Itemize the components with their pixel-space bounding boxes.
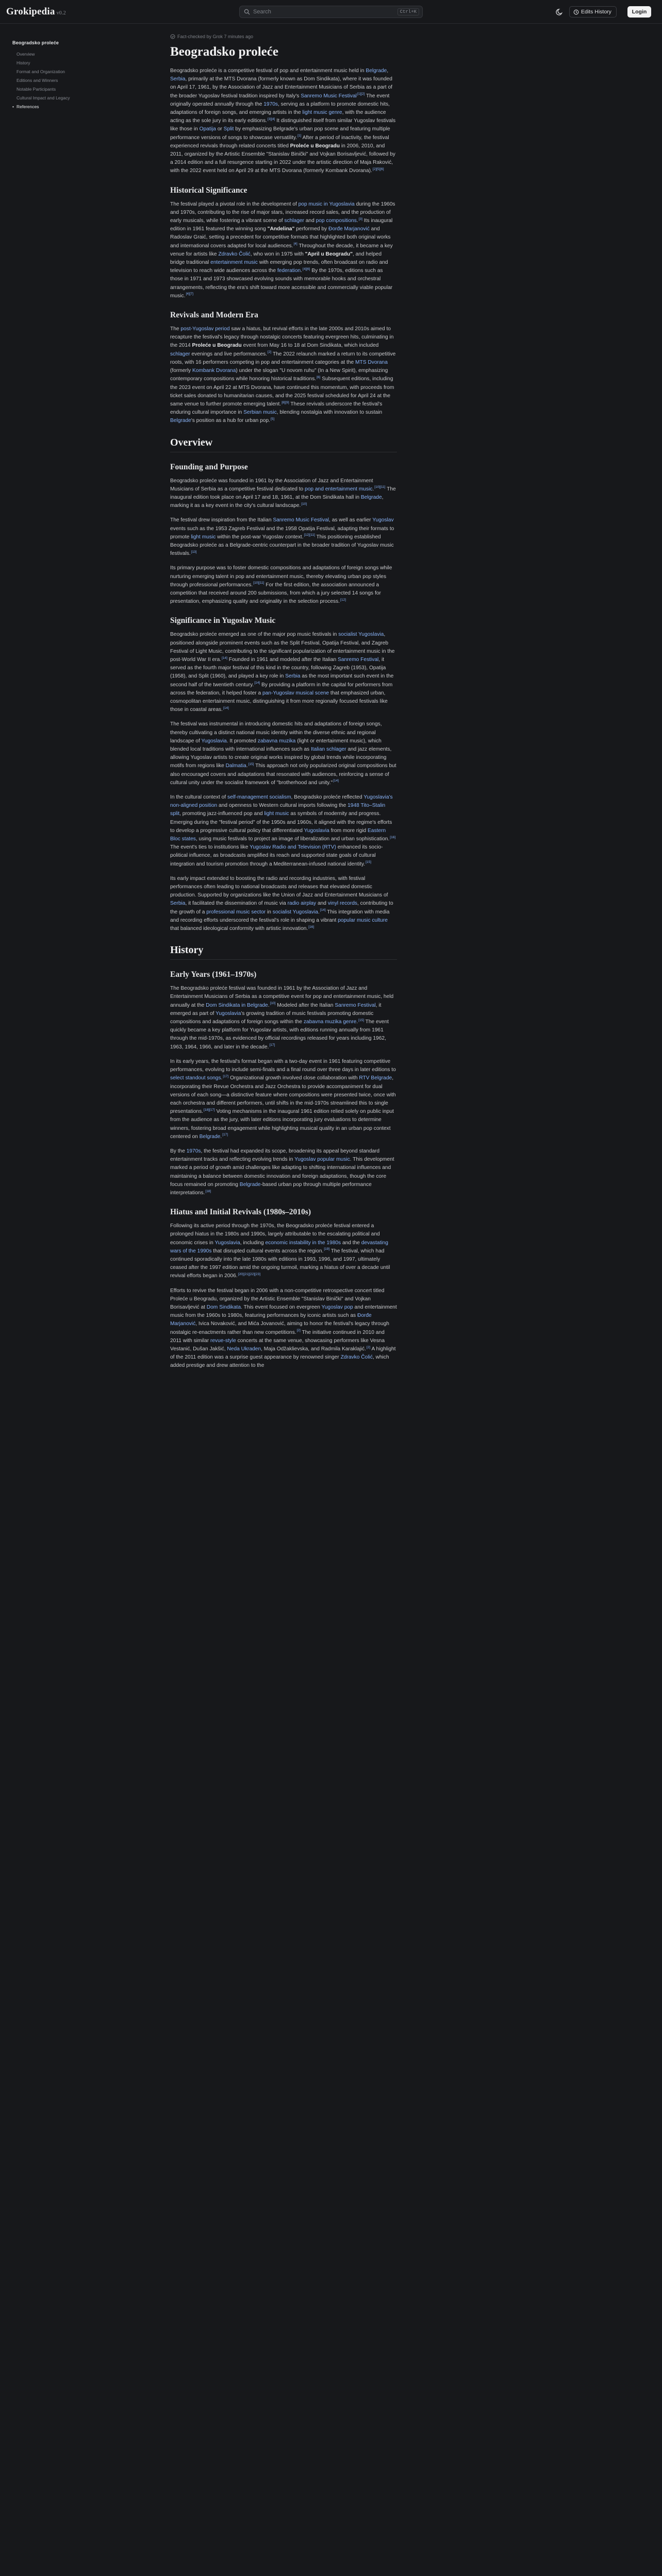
text-run: The — [170, 326, 181, 332]
text-run: as the most important such event in the second half of the twentieth century. — [170, 673, 394, 688]
reference-link[interactable]: [4] — [293, 242, 297, 246]
text-run: within the post-war Yugoslav context. — [216, 534, 304, 540]
paragraph — [170, 720, 397, 787]
text-run: in — [266, 909, 273, 915]
toc-item-cultural-impact-and-legacy[interactable]: Cultural Impact and Legacy — [16, 95, 70, 100]
paragraph — [170, 1147, 397, 1197]
text-run: , including — [240, 1240, 266, 1246]
reference-link[interactable]: [14] — [333, 779, 339, 783]
reference-link[interactable]: [15] — [358, 1018, 365, 1022]
reference-link[interactable]: [5] — [270, 417, 275, 421]
reference-link[interactable]: [6] — [317, 375, 321, 379]
text-run: , Maja Odžaklievska, and Radmila Karaklajić. — [261, 1346, 366, 1352]
wiki-link[interactable]: radio airplay — [287, 901, 317, 907]
text-run: and openness to Western cultural imports following the — [217, 803, 348, 809]
reference-link[interactable]: [15] — [248, 762, 254, 767]
paragraph — [170, 516, 397, 558]
toc-item-history[interactable]: History — [16, 60, 30, 65]
reference-link[interactable]: [14] — [254, 681, 260, 685]
text-run: Founded in 1961 and modeled after the Italian — [227, 656, 338, 663]
wiki-link[interactable]: Sanremo Festival — [335, 1002, 376, 1008]
logo-text: Grokipedia — [6, 6, 55, 17]
text-run: and — [304, 218, 316, 224]
text-run: and jazz elements, allowing Yugoslav artists to create original works inspired by global trends while incorporating motifs from regions like — [170, 747, 392, 769]
wiki-link[interactable]: Dom Sindikata — [206, 1304, 241, 1310]
text-run: , — [387, 68, 389, 74]
text-run: , using music festivals to project an image of liberalization and urban sophistication. — [195, 836, 390, 842]
reference-link[interactable]: [14] — [320, 908, 326, 912]
text-run: Beogradsko proleće was founded in 1961 by the Association of Jazz and Entertainment Musicians of Serbia as a competitive festival dedicated to — [170, 478, 373, 492]
reference-link[interactable]: [10][11] — [374, 485, 386, 489]
text-run: The initiative continued in 2010 and 2011 with similar — [170, 1329, 385, 1344]
text-run: , with the audience acting as the sole jury in its early editions. — [170, 110, 386, 124]
search-input[interactable] — [239, 6, 423, 18]
reference-link[interactable]: [16] — [308, 925, 315, 929]
text-run: -based urban pop through multiple performance interpretations. — [170, 1181, 372, 1196]
wiki-link[interactable]: Neda Ukraden — [227, 1346, 261, 1352]
reference-link[interactable]: [19] — [324, 1247, 330, 1251]
search-shortcut: Ctrl+K — [398, 8, 419, 15]
section-heading: Founding and Purpose — [170, 462, 248, 471]
wiki-link[interactable]: entertainment music — [210, 260, 258, 266]
table-of-contents — [12, 40, 115, 111]
text-run: Organizational growth involved close collaboration with — [228, 1075, 359, 1081]
toc-item-format-and-organization[interactable]: Format and Organization — [16, 69, 65, 74]
paragraph — [170, 793, 397, 869]
wiki-link[interactable]: self-management socialism — [227, 794, 291, 801]
wiki-link[interactable]: Dalmatia — [225, 763, 246, 769]
paragraph — [170, 67, 397, 176]
text-run: , serving as a platform to promote domestic hits, adaptations of foreign songs, and emerging artists in the — [170, 101, 390, 116]
text-run: (light or entertainment music), which blended local traditions with international influences such as — [170, 738, 382, 752]
wiki-link[interactable]: Yugoslavia — [214, 1240, 240, 1246]
text-run: In the cultural context of — [170, 794, 227, 801]
wiki-link[interactable]: Yugoslavia — [216, 1010, 241, 1016]
text-run: . — [356, 1019, 358, 1025]
text-run: The event's ties to institutions like — [170, 844, 250, 851]
section-heading: Revivals and Modern Era — [170, 311, 258, 320]
text-run: concerts at the same venue, showcasing performers like Vesna Vestanić, Dušan Jakšić, — [170, 1337, 385, 1352]
text-run: Efforts to revive the festival began in 2006 with a non-competitive retrospective concert titled Proleće u Beogradu, organized by the Artistic Ensemble "Stanislav Binički" and Vojkan Borisavljević at — [170, 1287, 385, 1310]
wiki-link[interactable]: Belgrade — [170, 418, 191, 424]
text-run: Beogradsko proleće emerged as one of the major pop music festivals in — [170, 632, 339, 638]
text-run: . — [318, 909, 320, 915]
text-run: The event quickly became a key platform for Yugoslav artists, with editions running annually from 1961 through the mid-1970s, as evidenced by official recordings released for years including 1962, 1963, 1964, 1966, and later in the decade. — [170, 1019, 389, 1050]
text-run: Voting mechanisms in the inaugural 1961 edition relied solely on public input from the audience as the jury, with later editions incorporating jury evaluations to determine winners, fostering broad engagement while highlighting musical quality in an urban pop context centered on — [170, 1109, 394, 1140]
text-run: , marking it as a key event in the city's cultural landscape. — [170, 494, 384, 509]
text-run: Modeled after the Italian — [275, 1002, 335, 1008]
wiki-link[interactable]: Sanremo Music Festival — [301, 93, 357, 99]
text-run: that emphasized urban, cosmopolitan entertainment music, distinguishing it from more regionally focused festivals like those in coastal areas. — [170, 690, 388, 713]
text-run: The inaugural edition took place on April 17 and 18, 1961, at the Dom Sindikata hall in — [170, 486, 396, 500]
wiki-link[interactable]: pan-Yugoslav musical scene — [262, 690, 329, 696]
reference-link[interactable]: [10] — [270, 1002, 276, 1006]
paragraph — [170, 985, 397, 1052]
wiki-link[interactable]: Serbian music — [243, 410, 277, 416]
text-run: , promoting jazz-influenced pop and — [179, 811, 264, 817]
article-title: Beogradsko proleće — [170, 45, 278, 59]
text-run: 's growing tradition of music festivals promoting domestic compositions and adaptations of foreign songs within the — [170, 1010, 374, 1025]
login-button[interactable]: Login — [627, 6, 651, 18]
text-run: Its early impact extended to boosting the radio and recording industries, with festival performances often leading to national broadcasts and releases that elevated domestic production. Supported by organizations like the Union of Jazz and Entertainment Musicians of — [170, 875, 388, 899]
reference-link[interactable]: [3] — [358, 217, 362, 221]
bold-text: Proleće u Beogradu — [192, 343, 242, 349]
wiki-link[interactable]: Sanremo Music Festival — [273, 517, 329, 523]
text-run: The festival played a pivotal role in the development of — [170, 201, 299, 207]
text-run: , positioned alongside prominent events such as the Split Festival, Opatija Festival, and Zagreb Festival of Light Music, contributing to the significant popularization of entertainment music in the post-World War II era. — [170, 632, 395, 663]
text-run: (formerly — [170, 368, 193, 374]
text-run: Its primary purpose was to foster domestic compositions and adaptations of foreign songs while nurturing emerging talent in pop and entertainment music, thereby elevating urban pop styles through professional performances. — [170, 565, 392, 588]
text-run: . This development marked a period of growth amid challenges like adapting to shifting international influences and maintaining a balance between domestic innovation and foreign adaptations, though the core focus remained on promoting — [170, 1157, 394, 1188]
wiki-link[interactable]: Serbia — [285, 673, 301, 680]
text-run: in 2006, 2010, and 2011, organized by the Artistic Ensemble "Stanislav Binički" and Vojkan Borisavljević, followed by a 2014 edition and a full resurgence starting in 2022 under the artistic direction of Maja Raković, with the 2022 event held on April 29 at the MTS Dvorana (formerly Kombank Dvorana). — [170, 143, 395, 174]
site-logo[interactable] — [6, 6, 66, 18]
reference-link[interactable]: [12][11] — [304, 533, 315, 537]
text-run: The festival was instrumental in introducing domestic hits and adaptations of foreign songs, thereby cultivating a distinct national music identity within the diverse ethnic and regional landscape of — [170, 721, 382, 744]
text-run: or — [216, 126, 224, 132]
reference-link[interactable]: [2] — [296, 1329, 301, 1333]
reference-link[interactable]: [18] — [205, 1189, 211, 1193]
reference-link[interactable]: [10] — [301, 502, 307, 506]
toc-item-overview[interactable]: Overview — [16, 52, 35, 57]
wiki-link[interactable]: RTV Belgrade — [359, 1075, 392, 1081]
reference-link[interactable]: [18][17] — [204, 1108, 215, 1112]
toc-item-notable-participants[interactable]: Notable Participants — [16, 87, 56, 92]
reference-link[interactable]: [16] — [390, 835, 396, 839]
text-run: Subsequent editions, including the 2023 event on April 22 at MTS Dvorana, have continued this momentum, with proceeds from ticket sales donated to humanitarian causes, and the 2025 festival scheduled for April 24 at the same venue to further promote emerging talent. — [170, 376, 394, 407]
fact-check-icon — [170, 34, 175, 39]
wiki-link[interactable]: Yugoslav popular music — [294, 1157, 350, 1163]
section-heading: Early Years (1961–1970s) — [170, 970, 257, 979]
text-run: The festival, which had continued sporadically into the late 1980s with editions in 1993, 1996, and 1997, ultimately ceased after the 1997 edition amid the ongoing turmoil, marking a hiatus of over a decade until revival efforts began in 2006. — [170, 1248, 390, 1279]
wiki-link[interactable]: Split — [223, 126, 234, 132]
fact-check-text: Fact-checked by Grok 7 minutes ago — [177, 34, 254, 39]
wiki-link[interactable]: revue-style — [210, 1337, 236, 1344]
text-run: Beogradsko proleće is a competitive festival of pop and entertainment music held in — [170, 68, 366, 74]
toc-item-references[interactable]: • References — [12, 103, 115, 111]
toc-title: Beogradsko proleće — [12, 40, 59, 45]
text-run: during the 1960s and 1970s, contributing to the rise of major stars, increased record sales, and the production of early musicals, while fostering a vibrant scene of — [170, 201, 395, 224]
wiki-link[interactable]: zabavna muzika genre — [303, 1019, 357, 1025]
text-run: . — [268, 1002, 270, 1008]
wiki-link[interactable]: pop and entertainment music — [305, 486, 373, 492]
text-run: Its inaugural edition in 1961 featured the winning song — [170, 218, 393, 232]
text-run: Throughout the decade, it became a key venue for artists like — [170, 243, 393, 257]
reference-link[interactable]: [17] — [269, 1043, 275, 1047]
text-run: By the — [170, 1148, 187, 1154]
paragraph — [170, 564, 397, 606]
text-run: . This event focused on evergreen — [241, 1304, 322, 1310]
text-run: . — [372, 486, 374, 492]
text-run: The Beogradsko proleće festival was founded in 1961 by the Association of Jazz and Entertainment Musicians of Serbia as a competitive event for pop and entertainment music, held annually at the — [170, 986, 394, 1008]
wiki-link[interactable]: Belgrade — [366, 68, 387, 74]
text-run: and — [316, 901, 328, 907]
wiki-link[interactable]: Eastern Bloc states — [170, 827, 386, 842]
wiki-link[interactable]: pop music in Yugoslavia — [298, 201, 355, 207]
reference-link[interactable]: [4][7] — [186, 292, 193, 296]
text-run: . — [356, 218, 358, 224]
reference-link[interactable]: [13] — [191, 550, 197, 554]
reference-link[interactable]: [2] — [366, 1345, 371, 1349]
text-run: The festival drew inspiration from the Italian — [170, 517, 273, 523]
text-run: events such as the 1953 Zagreb Festival and the 1958 Opatija Festival, adapting their formats to promote — [170, 526, 394, 540]
version-label: v0.2 — [56, 10, 66, 16]
article-content — [170, 67, 397, 1370]
wiki-link[interactable]: Italian schlager — [310, 747, 346, 752]
top-header — [0, 0, 662, 24]
text-run: . — [221, 1075, 223, 1081]
wiki-link[interactable]: Zdravko Čolić — [218, 251, 251, 257]
wiki-link[interactable]: devastating wars of the 1990s — [170, 1240, 388, 1254]
text-run: , it emerged as part of — [170, 1002, 382, 1016]
wiki-link[interactable]: select standout songs — [170, 1075, 221, 1081]
text-run: enhanced its socio-political influence, as broadcasts amplified its reach and supported state goals of cultural integration and tourism promotion through a Mediterranean-infused national identity. — [170, 844, 383, 867]
text-run: By providing a platform in the capital for performers from across the federation, it helped foster a — [170, 682, 393, 696]
text-run: and Radoslav Graić, setting a precedent for competitive formats that highlighted both original works and international covers adapted for local audiences. — [170, 226, 391, 249]
text-run: and the — [341, 1240, 361, 1246]
text-run: For the first edition, the association announced a competition that received around 200 submissions, from which a jury selected 14 songs for presentation, emphasizing quality and originality in the selection process. — [170, 582, 381, 605]
wiki-link[interactable]: Yugoslavia's non-aligned position — [170, 794, 393, 809]
paragraph — [170, 1058, 397, 1141]
reference-link[interactable]: [1][2] — [357, 92, 365, 96]
text-run: , it facilitated the dissemination of music via — [185, 901, 288, 907]
wiki-link[interactable]: 1970s — [186, 1148, 201, 1154]
bold-text: "April u Beogradu" — [305, 251, 353, 257]
reference-link[interactable]: [1] — [297, 134, 302, 138]
search-icon — [244, 9, 250, 15]
wiki-link[interactable]: schlager — [170, 351, 190, 357]
text-run: . It promoted — [226, 738, 258, 744]
text-run: as symbols of modernity and progress. Emerging during the "festival period" of the 1950s and 1960s, it aligned with the regime's efforts to develop a progressive cultural policy that differentiated — [170, 811, 392, 834]
text-run: by emphasizing Belgrade's urban pop scene and featuring multiple performance versions of songs to showcase versatility. — [170, 126, 390, 141]
text-run: . — [246, 763, 248, 769]
text-run: It distinguished itself from similar Yugoslav festivals like those in — [170, 118, 396, 132]
wiki-link[interactable]: 1948 Tito–Stalin split — [170, 803, 386, 817]
wiki-link[interactable]: popular music culture — [338, 917, 388, 923]
edits-history-label: Edits History — [581, 9, 611, 15]
reference-link[interactable]: [17] — [222, 1133, 228, 1137]
text-run: In its early years, the festival's format began with a two-day event in 1961 featuring competitive performances, evolving to include semi-finals and a final round over three days in later editions to — [170, 1058, 396, 1073]
paragraph — [170, 1222, 397, 1280]
text-run: This approach not only popularized original compositions but also encouraged covers and adaptations that resonated with audiences, reinforcing a sense of cultural unity under the socialist framework of "brotherhood and unity." — [170, 763, 396, 786]
text-run: These revivals underscore the festival's enduring cultural importance in — [170, 401, 383, 416]
text-run: , Beogradsko proleće reflected — [291, 794, 364, 801]
text-run: , primarily at the MTS Dvorana (formerly known as Dom Sindikata), where it was founded on April 17, 1961, by the Association of Jazz and Entertainment Musicians of Serbia as a part of the broader Yugoslav festival tradition inspired by Italy's — [170, 76, 392, 99]
reference-link[interactable]: [10][11] — [253, 581, 264, 585]
article-body — [170, 34, 397, 1377]
wiki-link[interactable]: Yugoslav pop — [321, 1304, 353, 1310]
wiki-link[interactable]: Kombank Dvorana — [192, 368, 236, 374]
text-run: , and helped bridge traditional — [170, 251, 382, 266]
wiki-link[interactable]: Serbia — [170, 76, 186, 82]
theme-toggle-moon-icon[interactable] — [555, 7, 565, 17]
text-run: from more rigid — [329, 827, 368, 834]
toc-item-editions-and-winners[interactable]: Editions and Winners — [16, 78, 58, 83]
reference-link[interactable]: [2] — [268, 350, 272, 354]
paragraph — [170, 477, 397, 511]
text-run: evenings and live performances. — [190, 351, 268, 357]
paragraph — [170, 875, 397, 933]
wiki-link[interactable]: Zdravko Čolić — [340, 1354, 373, 1361]
wiki-link[interactable]: Belgrade — [360, 494, 382, 500]
reference-link[interactable]: [15] — [366, 860, 371, 865]
wiki-link[interactable]: light music genre — [302, 110, 342, 116]
text-run: This positioning established Beogradsko proleće as a Belgrade-centric counterpart in the broader tradition of Yugoslav music festivals. — [170, 534, 394, 557]
reference-link[interactable]: [4][6] — [303, 267, 310, 271]
reference-link[interactable]: [3][4] — [268, 117, 275, 121]
reference-link[interactable]: [14] — [223, 706, 229, 710]
wiki-link[interactable]: federation — [277, 268, 301, 274]
text-run: . — [301, 268, 302, 274]
edits-history-button[interactable] — [569, 6, 617, 18]
fact-check-meta — [170, 34, 397, 39]
wiki-link[interactable]: Serbia — [170, 901, 186, 907]
wiki-link[interactable]: Dom Sindikata in Belgrade — [206, 1002, 268, 1008]
paragraph — [170, 325, 397, 425]
text-run: that balanced ideological conformity with artistic innovation. — [170, 926, 308, 932]
wiki-link[interactable]: Belgrade — [199, 1133, 221, 1140]
wiki-link[interactable]: Yugoslav Radio and Television (RTV) — [250, 844, 336, 851]
wiki-link[interactable]: socialist Yugoslavia — [338, 632, 384, 638]
text-run: This integration with media and recording efforts underscored the festival's role in shaping a vibrant — [170, 909, 390, 923]
wiki-link[interactable]: light music — [191, 534, 216, 540]
section-heading: History — [170, 944, 397, 960]
paragraph — [170, 1287, 397, 1370]
paragraph — [170, 200, 397, 300]
paragraph — [170, 631, 397, 714]
text-run: A highlight of the 2011 edition was a surprise guest appearance by renowned singer — [170, 1346, 396, 1361]
text-run: , incorporating their Revue Orchestra and Jazz Orchestra to provide accompaniment for dual versions of each song—a distinctive feature where compositions were presented twice, once with each orchestra and different performers, until shifts in the mid-1970s streamlined this to single presentations. — [170, 1075, 396, 1115]
text-run: , as well as earlier — [329, 517, 373, 523]
text-run: , who won in 1975 with — [250, 251, 305, 257]
section-heading: Hiatus and Initial Revivals (1980s–2010s) — [170, 1208, 311, 1217]
text-run: and entertainment music from the 1960s to 1980s, featuring performances by iconic artists such as — [170, 1304, 397, 1319]
reference-link[interactable]: [14] — [222, 656, 227, 660]
wiki-link[interactable]: Yugoslavia — [201, 738, 227, 744]
wiki-link[interactable]: Opatija — [199, 126, 216, 132]
wiki-link[interactable]: Yugoslav — [372, 517, 394, 523]
reference-link[interactable]: [8][9] — [282, 400, 289, 404]
reference-link[interactable]: [2][5][6] — [372, 167, 384, 172]
wiki-link[interactable]: Belgrade — [239, 1181, 261, 1188]
wiki-link[interactable]: MTS Dvorana — [355, 359, 388, 365]
section-heading: Overview — [170, 437, 397, 452]
section-heading: Historical Significance — [170, 185, 247, 195]
toc-list — [12, 50, 115, 111]
text-run: , which added prestige and drew attention to the — [170, 1354, 389, 1369]
wiki-link[interactable]: professional music sector — [206, 909, 266, 915]
text-run: event from May 16 to 18 at Dom Sindikata, which included — [241, 343, 379, 349]
text-run: After a period of inactivity, the festival experienced revivals through related concerts titled — [170, 134, 389, 149]
text-run: , blending nostalgia with innovation to sustain — [276, 410, 383, 416]
reference-link[interactable]: [20][21][22][23] — [238, 1272, 261, 1276]
wiki-link[interactable]: socialist Yugoslavia — [272, 909, 318, 915]
text-run: By the 1970s, editions such as those in 1971 and 1973 showcased evolving sounds with memorable hooks and orchestral arrangements, reflecting the era's shift toward more accessible and commercially viable popular music. — [170, 268, 393, 299]
wiki-link[interactable]: Đorđe Marjanović — [328, 226, 370, 232]
text-run: The event originally operated annually through the — [170, 93, 390, 107]
text-run: performed by — [294, 226, 328, 232]
reference-link[interactable]: [12] — [340, 598, 346, 602]
text-run: , it served as the fourth major festival of this kind in the country, following Zagreb (1953), Opatija (1958), and Split (1960), and played a key role in — [170, 656, 386, 680]
text-run: ) under the slogan "U novom ruhu" (In a New Spirit), emphasizing contemporary compositions while honoring historical traditions. — [170, 368, 388, 382]
bold-text: "Andelina" — [267, 226, 295, 232]
bold-text: Proleće u Beogradu — [290, 143, 340, 149]
text-run: with emerging pop trends, often broadcast on radio and television to reach wide audiences across the — [170, 260, 388, 274]
text-run: Following its active period through the 1970s, the Beogradsko proleće festival entered a prolonged hiatus in the 1980s and 1990s, largely attributable to the escalating political and economic crises in — [170, 1223, 380, 1246]
wiki-link[interactable]: post-Yugoslav period — [180, 326, 230, 332]
text-run: 's position as a hub for urban pop. — [191, 418, 270, 424]
wiki-link[interactable]: zabavna muzika — [257, 738, 296, 744]
wiki-link[interactable]: schlager — [284, 218, 304, 224]
text-run: , contributing to the growth of a — [170, 901, 393, 915]
reference-link[interactable]: [17] — [223, 1074, 229, 1078]
text-run: The 2022 relaunch marked a return to its competitive roots, with 16 performers competing in pop and entertainment categories at the — [170, 351, 396, 365]
text-run: , the festival had expanded its scope, broadening its appeal beyond standard entertainment tracks and reflecting evolving trends in — [170, 1148, 380, 1163]
section-heading: Significance in Yugoslav Music — [170, 616, 276, 625]
wiki-link[interactable]: light music — [264, 811, 289, 817]
wiki-link[interactable]: vinyl records — [327, 901, 357, 907]
text-run: , Ivica Novaković, and Mića Jovanović, aiming to honor the festival's legacy through nostalgic re-enactments rather than new competitions. — [170, 1321, 389, 1335]
wiki-link[interactable]: Yugoslavia — [304, 827, 329, 834]
search-placeholder: Search — [253, 9, 271, 15]
text-run: that disrupted cultural events across the region. — [211, 1248, 324, 1254]
wiki-link[interactable]: economic instability in the 1980s — [265, 1240, 341, 1246]
text-run: . — [220, 1133, 222, 1140]
history-icon — [573, 9, 579, 15]
wiki-link[interactable]: Đorđe Marjanović — [170, 1313, 372, 1327]
wiki-link[interactable]: Sanremo Festival — [338, 656, 379, 663]
wiki-link[interactable]: 1970s — [263, 101, 278, 107]
wiki-link[interactable]: pop compositions — [316, 218, 357, 224]
text-run: saw a hiatus, but revival efforts in the late 2000s and 2010s aimed to recapture the festival's legacy through nostalgic concerts featuring evergreen hits, culminating in the 2014 — [170, 326, 394, 349]
